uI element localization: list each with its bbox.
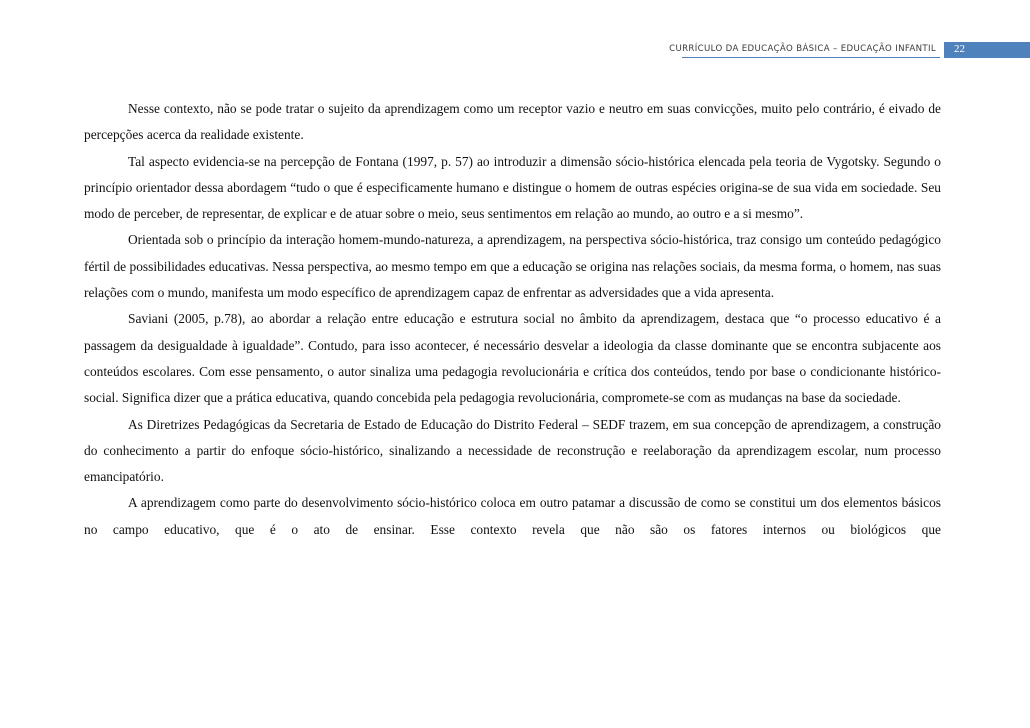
page-number-tab [944, 42, 1030, 58]
document-body [84, 96, 941, 543]
paragraph: As Diretrizes Pedagógicas da Secretaria de Estado de Educação do Distrito Federal – SEDF trazem, em sua concepção de aprendizagem, a construção do conhecimento a partir do enfoque sócio-histórico, sinalizando a necessidade de reconstrução e reelaboração da aprendizagem escolar, num processo emancipatório. [84, 416, 941, 485]
paragraph: Saviani (2005, p.78), ao abordar a relação entre educação e estrutura social no âmbito da aprendizagem, destaca que “o processo educativo é a passagem da desigualdade à igualdade”. Contudo, para isso acontecer, é necessário desvelar a ideologia da classe dominante que se encontra subjacente aos conteúdos escolares. Com esse pensamento, o autor sinaliza uma pedagogia revolucionária e crítica dos conteúdos, tendo por base o condicionante histórico-social. Significa dizer que a prática educativa, quando concebida pela pedagogia revolucionária, compromete-se com as mudanças na base da sociedade. [84, 311, 941, 406]
page-number: 22 [954, 43, 965, 55]
paragraph: Nesse contexto, não se pode tratar o sujeito da aprendizagem como um receptor vazio e neutro em suas convicções, muito pelo contrário, é eivado de percepções acerca da realidade existente. [84, 101, 941, 143]
paragraph: Orientada sob o princípio da interação homem-mundo-natureza, a aprendizagem, na perspectiva sócio-histórica, traz consigo um conteúdo pedagógico fértil de possibilidades educativas. Nessa perspectiva, ao mesmo tempo em que a educação se origina nas relações sociais, da mesma forma, o homem, nas suas relações com o mundo, manifesta um modo específico de aprendizagem capaz de enfrentar as adversidades que a vida apresenta. [84, 232, 941, 301]
paragraph-last: A aprendizagem como parte do desenvolvimento sócio-histórico coloca em outro patamar a discussão de como se constitui um dos elementos básicos no campo educativo, que é o ato de ensinar. Esse contexto revela que não são os fatores internos ou biológicos que [84, 495, 941, 537]
page-header [0, 42, 1030, 62]
paragraph: Tal aspecto evidencia-se na percepção de Fontana (1997, p. 57) ao introduzir a dimensão sócio-histórica elencada pela teoria de Vygotsky. Segundo o princípio orientador dessa abordagem “tudo o que é especificamente humano e distingue o homem de outras espécies origina-se de sua vida em sociedade. Seu modo de perceber, de representar, de explicar e de atuar sobre o meio, seus sentimentos em relação ao mundo, ao outro e a si mesmo”. [84, 153, 941, 222]
header-rule [682, 57, 940, 58]
running-header-title: CURRÍCULO DA EDUCAÇÃO BÁSICA – EDUCAÇÃO INFANTIL [669, 44, 936, 54]
